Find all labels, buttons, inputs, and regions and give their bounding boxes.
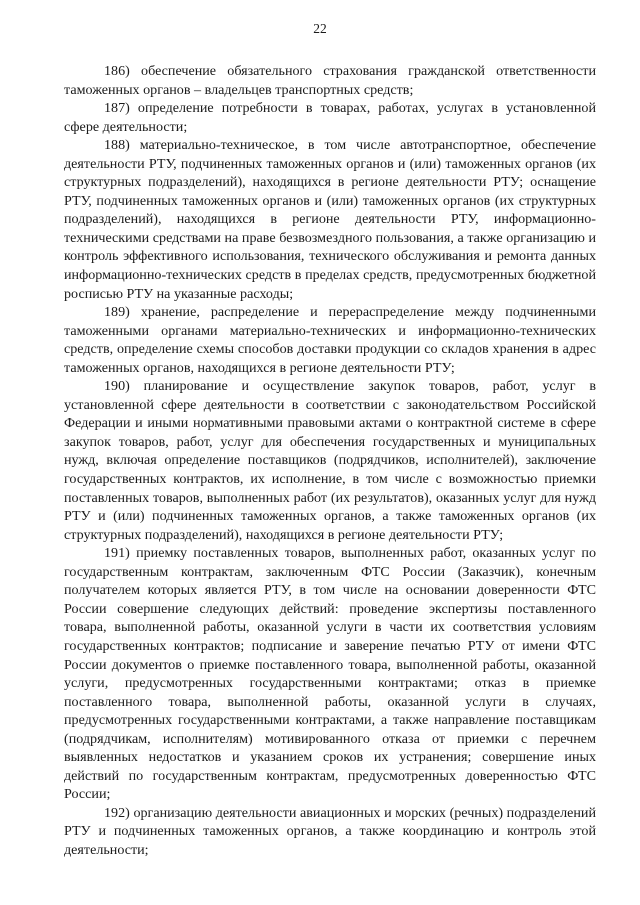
list-item-186: 186) обеспечение обязательного страхования гражданской ответственности таможенных органов – владельцев транспортных средств; (64, 63, 596, 98)
document-body (64, 62, 596, 860)
list-item-190: 190) планирование и осуществление закупок товаров, работ, услуг в установленной сфере деятельности в соответствии с законодательством Российской Федерации и иными нормативными правовыми актами о контрактной системе в сфере закупок товаров, работ, услуг для обеспечения государственных и муниципальных нужд, включая определение поставщиков (подрядчиков, исполнителей), заключение государственных контрактов, их исполнение, в том числе с возможностью приемки поставленных товаров, выполненных работ (их результатов), оказанных услуг для нужд РТУ и (или) подчиненных таможенных органов, а также таможенных органов (их структурных подразделений), находящихся в регионе деятельности РТУ; (64, 378, 596, 543)
list-item-192: 192) организацию деятельности авиационных и морских (речных) подразделений РТУ и подчиненных таможенных органов, а также координацию и контроль этой деятельности; (64, 804, 596, 858)
list-item-187: 187) определение потребности в товарах, работах, услугах в установленной сфере деятельности; (64, 100, 596, 135)
list-item-189: 189) хранение, распределение и перераспределение между подчиненными таможенными органами материально-технических и информационно-технических средств, определение схемы способов доставки продукции со складов хранения в адрес таможенных органов, находящихся в регионе деятельности РТУ; (64, 304, 596, 376)
list-item-188: 188) материально-техническое, в том числе автотранспортное, обеспечение деятельности РТУ, подчиненных таможенных органов и (или) таможенных органов (их структурных подразделений), находящихся в регионе деятельности РТУ; оснащение РТУ, подчиненных таможенных органов и (или) таможенных органов (их структурных подразделений), находящихся в регионе деятельности РТУ, информационно-техническими средствами на праве безвозмездного пользования, а также организацию и контроль эффективного использования, технического обслуживания и ремонта данных информационно-технических средств в пределах средств, предусмотренных бюджетной росписью РТУ на указанные расходы; (64, 137, 596, 302)
page-number: 22 (313, 21, 327, 36)
list-item-191: 191) приемку поставленных товаров, выполненных работ, оказанных услуг по государственным контрактам, заключенным ФТС России (Заказчик), конечным получателем которых является РТУ, в том числе на основании доверенности ФТС России совершение следующих действий: проведение экспертизы поставленного товара, выполненной работы, оказанной услуги в части их соответствия условиям государственных контрактов; подписание и заверение печатью РТУ от имени ФТС России документов о приемке поставленного товара, выполненной работы, оказанной услуги, предусмотренных государственными контрактами; отказ в приемке поставленного товара, выполненной работы, оказанной услуги в случаях, предусмотренных государственными контрактами, а также направление поставщикам (подрядчикам, исполнителям) мотивированного отказа от приемки с перечнем выявленных недостатков и указанием сроков их устранения; совершение иных действий по государственным контрактам, предусмотренных доверенностью ФТС России; (64, 545, 596, 803)
